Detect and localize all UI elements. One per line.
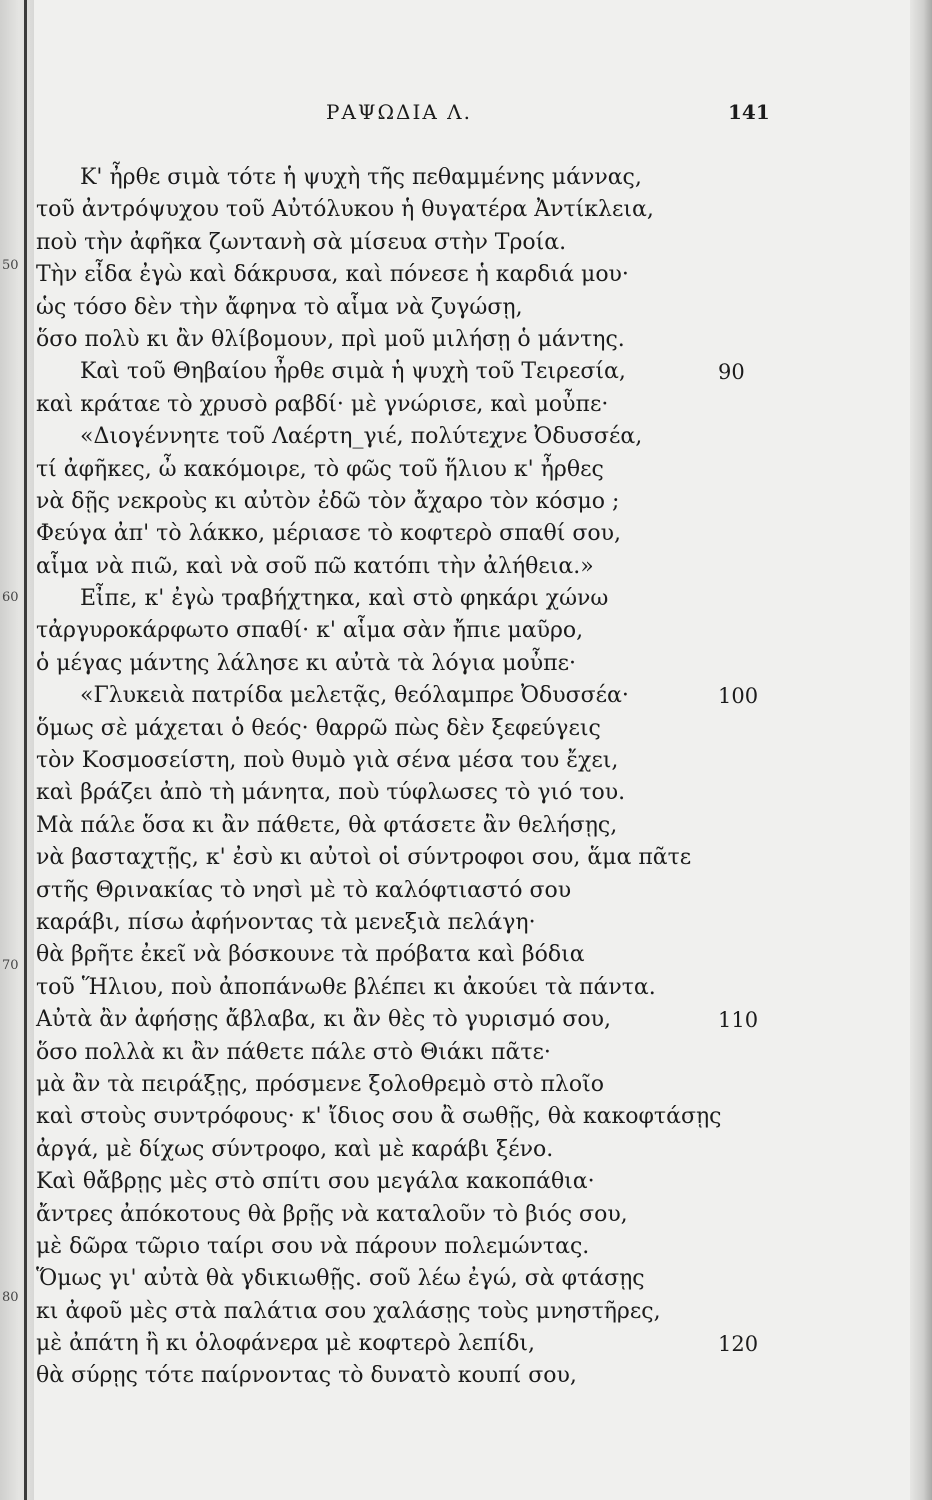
verse-list [36, 162, 776, 1393]
gutter-line-number: 50 [2, 258, 19, 273]
verse-line [36, 907, 776, 939]
verse-text: καὶ στοὺς συντρόφους· κ' ἴδιος σου ἂ σωθῇς, θὰ κακοφτάσῃς [36, 1104, 722, 1130]
verse-text: Φεύγα ἀπ' τὸ λάκκο, μέριασε τὸ κοφτερὸ σπαθί σου, [36, 521, 621, 547]
verse-text: ὅσο πολὺ κι ἂν θλίβομουν, πρὶ μοῦ μιλήσῃ ὁ μάντης. [36, 326, 625, 352]
verse-text: νὰ δῇς νεκροὺς κι αὐτὸν ἐδῶ τὸν ἄχαρο τὸν κόσμο ; [36, 488, 620, 514]
verse-text: ἄντρες ἀπόκοτους θὰ βρῇς νὰ καταλοῦν τὸ βιός σου, [36, 1201, 628, 1227]
verse-line [36, 389, 776, 421]
verse-text: Καὶ θἄβρῃς μὲς στὸ σπίτι σου μεγάλα κακοπάθια· [36, 1169, 595, 1195]
verse-line [36, 939, 776, 971]
verse-line [36, 1231, 776, 1263]
verse-text: ὅσο πολλὰ κι ἂν πάθετε πάλε στὸ Θιάκι πᾶτε· [36, 1039, 551, 1065]
verse-line [36, 713, 776, 745]
verse-line [36, 324, 776, 356]
verse-line [36, 1134, 776, 1166]
verse-line [36, 615, 776, 647]
verse-text: Κ' ἦρθε σιμὰ τότε ἡ ψυχὴ τῆς πεθαμμένης μάννας, [80, 165, 642, 190]
verse-line [36, 842, 776, 874]
verse-line [36, 421, 776, 453]
verse-text: Τὴν εἶδα ἐγὼ καὶ δάκρυσα, καὶ πόνεσε ἡ καρδιά μου· [36, 262, 629, 288]
verse-text: μὰ ἂν τὰ πειράξῃς, πρόσμενε ξολοθρεμὸ στὸ πλοῖο [36, 1071, 604, 1097]
verse-text: τί ἀφῆκες, ὦ κακόμοιρε, τὸ φῶς τοῦ ἥλιου κ' ἦρθες [36, 456, 604, 482]
verse-text: κι ἀφοῦ μὲς στὰ παλάτια σου χαλάσῃς τοὺς μνηστῆρες, [36, 1298, 661, 1324]
verse-line [36, 583, 776, 615]
verse-text: νὰ βασταχτῇς, κ' ἐσὺ κι αὐτοὶ οἱ σύντροφοι σου, ἅμα πᾶτε [36, 845, 692, 871]
verse-text: τὸν Κοσμοσείστη, ποὺ θυμὸ γιὰ σένα μέσα του ἔχει, [36, 748, 619, 774]
verse-line [36, 194, 776, 226]
verse-line [36, 551, 776, 583]
verse-text: ὅμως σὲ μάχεται ὁ θεός· θαρρῶ πὼς δὲν ξεφεύγεις [36, 715, 601, 741]
verse-text: τοῦ Ἥλιου, ποὺ ἀποπάνωθε βλέπει κι ἀκούει τὰ πάντα. [36, 974, 656, 1000]
page-number: 141 [728, 100, 770, 124]
verse-text: θὰ βρῆτε ἐκεῖ νὰ βόσκουνε τὰ πρόβατα καὶ βόδια [36, 942, 585, 968]
verse-line [36, 777, 776, 809]
line-number: 120 [718, 1332, 759, 1357]
verse-line [36, 1004, 776, 1036]
verse-line [36, 227, 776, 259]
binding-rule [24, 0, 27, 1500]
gutter-line-number: 70 [2, 958, 19, 973]
verse-line [36, 454, 776, 486]
verse-text: τἀργυροκάρφωτο σπαθί· κ' αἷμα σὰν ἤπιε μαῦρο, [36, 618, 584, 644]
verse-line [36, 972, 776, 1004]
verse-line [36, 1360, 776, 1392]
verse-text: «Γλυκειὰ πατρίδα μελετᾷς, θεόλαμπρε Ὀδυσσέα· [80, 683, 629, 709]
verse-text: μὲ ἀπάτη ἢ κι ὁλοφάνερα μὲ κοφτερὸ λεπίδι, [36, 1331, 535, 1357]
verse-text: καράβι, πίσω ἀφήνοντας τὰ μενεξιὰ πελάγη· [36, 909, 536, 935]
verse-text: «Διογέννητε τοῦ Λαέρτη_γιέ, πολύτεχνε Ὀδυσσέα, [80, 424, 643, 450]
verse-line [36, 648, 776, 680]
verse-text: αἷμα νὰ πιῶ, καὶ νὰ σοῦ πῶ κατόπι τὴν ἀλήθεια.» [36, 553, 594, 579]
verse-text: Εἶπε, κ' ἐγὼ τραβήχτηκα, καὶ στὸ φηκάρι χώνω [80, 586, 609, 612]
verse-line [36, 810, 776, 842]
verse-line [36, 1199, 776, 1231]
verse-text: Καὶ τοῦ Θηβαίου ἦρθε σιμὰ ἡ ψυχὴ τοῦ Τειρεσία, [80, 359, 626, 385]
gutter-line-number: 80 [2, 1290, 19, 1305]
verse-text: τοῦ ἀντρόψυχου τοῦ Αὐτόλυκου ἡ θυγατέρα Ἀντίκλεια, [36, 197, 654, 223]
verse-text: ὁ μέγας μάντης λάλησε κι αὐτὰ τὰ λόγια μοὖπε· [36, 650, 576, 676]
verse-text: ποὺ τὴν ἀφῆκα ζωντανὴ σὰ μίσευα στὴν Τροία. [36, 229, 567, 255]
verse-line [36, 292, 776, 324]
verse-text: Ὅμως γι' αὐτὰ θὰ γδικιωθῇς. σοῦ λέω ἐγώ, σὰ φτάσῃς [36, 1266, 645, 1292]
verse-line [36, 1166, 776, 1198]
verse-line [36, 486, 776, 518]
verse-line [36, 680, 776, 712]
verse-line [36, 1101, 776, 1133]
gutter-line-number: 60 [2, 590, 19, 605]
page-header [0, 100, 932, 130]
verse-line [36, 1069, 776, 1101]
right-page-edge [910, 0, 932, 1500]
left-page-gutter [0, 0, 34, 1500]
verse-line [36, 518, 776, 550]
verse-line [36, 259, 776, 291]
verse-line [36, 162, 776, 194]
running-head: ΡΑΨΩΔΙΑ Λ. [326, 100, 472, 124]
verse-text: Μὰ πάλε ὅσα κι ἂν πάθετε, θὰ φτάσετε ἂν θελήσῃς, [36, 812, 618, 838]
verse-line [36, 1037, 776, 1069]
verse-line [36, 1263, 776, 1295]
line-number: 110 [718, 1008, 759, 1033]
verse-text: καὶ κράταε τὸ χρυσὸ ραβδί· μὲ γνώρισε, καὶ μοὖπε· [36, 391, 609, 417]
verse-line [36, 1328, 776, 1360]
verse-text: Αὐτὰ ἂν ἀφήσῃς ἄβλαβα, κι ἂν θὲς τὸ γυρισμό σου, [36, 1007, 612, 1033]
line-number: 90 [718, 360, 745, 385]
verse-line [36, 356, 776, 388]
verse-text: ἀργά, μὲ δίχως σύντροφο, καὶ μὲ καράβι ξένο. [36, 1136, 554, 1162]
verse-text: καὶ βράζει ἀπὸ τὴ μάνητα, ποὺ τύφλωσες τὸ γιό του. [36, 780, 626, 806]
verse-line [36, 745, 776, 777]
verse-line [36, 1296, 776, 1328]
verse-text: στῆς Θρινακίας τὸ νησὶ μὲ τὸ καλόφτιαστό σου [36, 877, 572, 903]
verse-text: θὰ σύρῃς τότε παίρνοντας τὸ δυνατὸ κουπί σου, [36, 1363, 577, 1389]
verse-line [36, 875, 776, 907]
verse-text: ὡς τόσο δὲν τὴν ἄφηνα τὸ αἷμα νὰ ζυγώσῃ, [36, 294, 523, 320]
line-number: 100 [718, 684, 759, 709]
verse-text: μὲ δῶρα τῶριο ταίρι σου νὰ πάρουν πολεμώντας. [36, 1233, 590, 1259]
